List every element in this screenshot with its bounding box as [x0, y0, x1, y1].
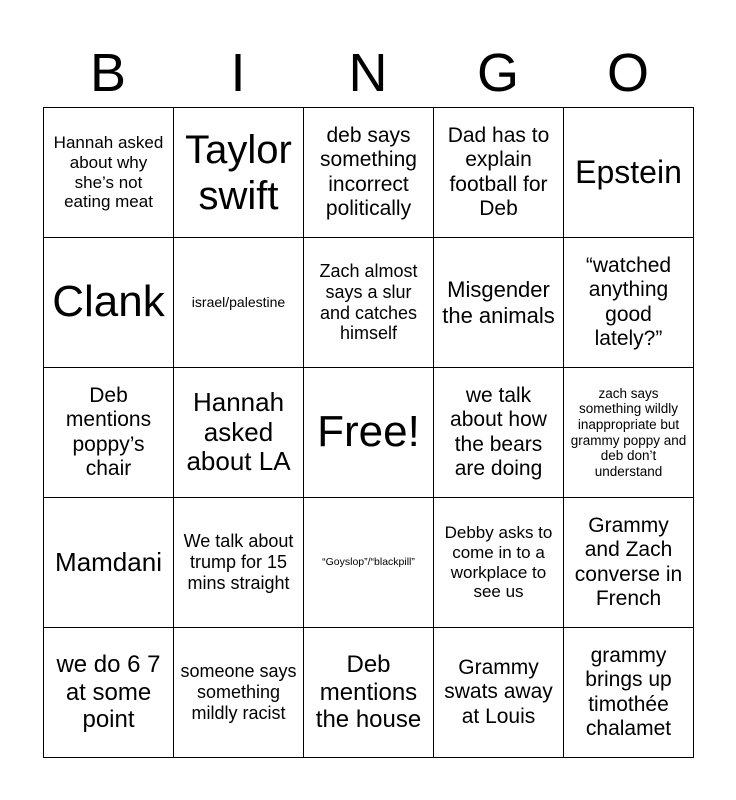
cell-text: “Goyslop”/“blackpill”	[322, 556, 415, 569]
header-letter-n: N	[348, 43, 388, 103]
bingo-cell-1-2[interactable]	[174, 108, 304, 238]
cell-text: Grammy and Zach converse in French	[574, 514, 683, 610]
bingo-cell-1-5[interactable]	[564, 108, 694, 238]
bingo-cell-5-2[interactable]	[174, 628, 304, 758]
cell-text: “watched anything good lately?”	[585, 254, 672, 350]
cell-text: we talk about how the bears are doing	[450, 384, 547, 480]
bingo-cell-4-2[interactable]	[174, 498, 304, 628]
bingo-header	[43, 38, 693, 108]
bingo-cell-3-4[interactable]	[434, 368, 564, 498]
cell-text: Taylor swift	[185, 127, 292, 218]
bingo-cell-4-4[interactable]	[434, 498, 564, 628]
header-letter-i: I	[230, 43, 246, 103]
cell-text: Epstein	[575, 154, 682, 191]
bingo-cell-1-4[interactable]	[434, 108, 564, 238]
cell-text: someone says something mildly racist	[180, 661, 297, 723]
bingo-cell-5-3[interactable]	[304, 628, 434, 758]
cell-text: Dad has to explain football for Deb	[447, 124, 550, 220]
bingo-cell-5-5[interactable]	[564, 628, 694, 758]
bingo-cell-4-3[interactable]	[304, 498, 434, 628]
cell-text: Clank	[52, 277, 165, 327]
bingo-cell-2-4[interactable]	[434, 238, 564, 368]
cell-text: we do 6 7 at some point	[56, 651, 161, 734]
cell-text: Misgender the animals	[442, 277, 555, 328]
bingo-cell-2-3[interactable]	[304, 238, 434, 368]
bingo-cell-5-4[interactable]	[434, 628, 564, 758]
bingo-cell-1-1[interactable]	[44, 108, 174, 238]
cell-text: Hannah asked about LA	[186, 386, 291, 477]
bingo-cell-4-1[interactable]	[44, 498, 174, 628]
cell-text: Zach almost says a slur and catches himself	[319, 261, 418, 344]
bingo-cell-2-2[interactable]	[174, 238, 304, 368]
bingo-cell-3-1[interactable]	[44, 368, 174, 498]
bingo-cell-2-5[interactable]	[564, 238, 694, 368]
bingo-cell-4-5[interactable]	[564, 498, 694, 628]
cell-text: Grammy swats away at Louis	[444, 656, 553, 728]
cell-text: zach says something wildly inappropriate but grammy poppy and deb don’t understand	[570, 385, 687, 479]
bingo-cell-1-3[interactable]	[304, 108, 434, 238]
cell-text: israel/palestine	[191, 294, 286, 311]
cell-text: grammy brings up timothée chalamet	[585, 644, 672, 740]
bingo-grid	[43, 107, 694, 758]
cell-text: Deb mentions poppy’s chair	[65, 384, 152, 480]
bingo-cell-3-5[interactable]	[564, 368, 694, 498]
cell-text: Mamdani	[55, 546, 162, 577]
bingo-cell-3-3[interactable]	[304, 368, 434, 498]
cell-text: Deb mentions the house	[315, 651, 422, 734]
bingo-cell-5-1[interactable]	[44, 628, 174, 758]
header-letter-b: B	[89, 43, 127, 103]
cell-text: Debby asks to come in to a workplace to see us	[444, 523, 553, 602]
cell-text: deb says something incorrect politically	[320, 124, 417, 220]
cell-text: Free!	[317, 407, 420, 457]
header-letter-g: G	[476, 43, 519, 103]
cell-text: Hannah asked about why she’s not eating meat	[53, 133, 164, 212]
cell-text: We talk about trump for 15 mins straight	[183, 531, 294, 593]
bingo-cell-2-1[interactable]	[44, 238, 174, 368]
header-letter-o: O	[606, 43, 649, 103]
bingo-cell-3-2[interactable]	[174, 368, 304, 498]
